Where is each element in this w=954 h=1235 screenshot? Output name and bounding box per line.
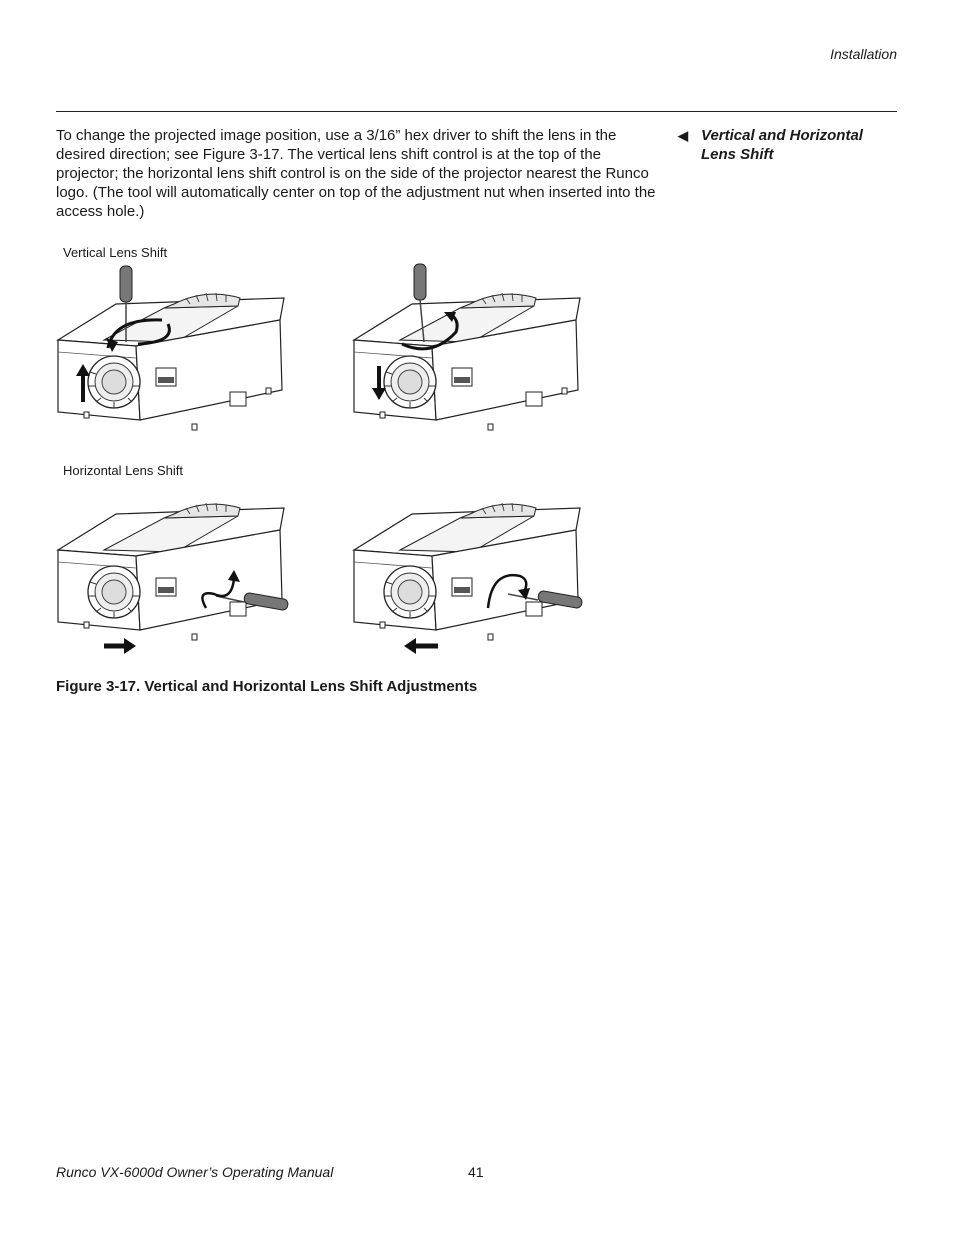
pointer-icon: ◀ — [678, 128, 688, 143]
header-rule — [56, 111, 897, 112]
running-header: Installation — [830, 46, 897, 62]
body-paragraph: To change the projected image position, use a 3/16” hex driver to shift the lens in the desired direction; see Figure 3-17. The vertical lens shift control is at the top of the projector; the horizontal lens shift control is on the side of the projector nearest the Runco logo. (The tool will automatically center on top of the adjustment nut when inserted into the access hole.) — [56, 127, 656, 220]
side-heading — [678, 126, 898, 164]
vertical-lens-shift-label: Vertical Lens Shift — [63, 245, 168, 260]
figure-caption: Figure 3-17. Vertical and Horizontal Lens Shift Adjustments — [56, 678, 478, 695]
projector-up-icon — [56, 262, 288, 434]
footer-manual-title: Runco VX-6000d Owner’s Operating Manual — [56, 1164, 334, 1180]
projector-right-icon — [56, 498, 296, 662]
projector-down-icon — [352, 262, 584, 434]
page-number: 41 — [468, 1164, 484, 1180]
horizontal-lens-shift-label: Horizontal Lens Shift — [63, 463, 183, 478]
projector-left-icon — [352, 498, 592, 662]
side-heading-text: Vertical and Horizontal Lens Shift — [701, 127, 863, 163]
